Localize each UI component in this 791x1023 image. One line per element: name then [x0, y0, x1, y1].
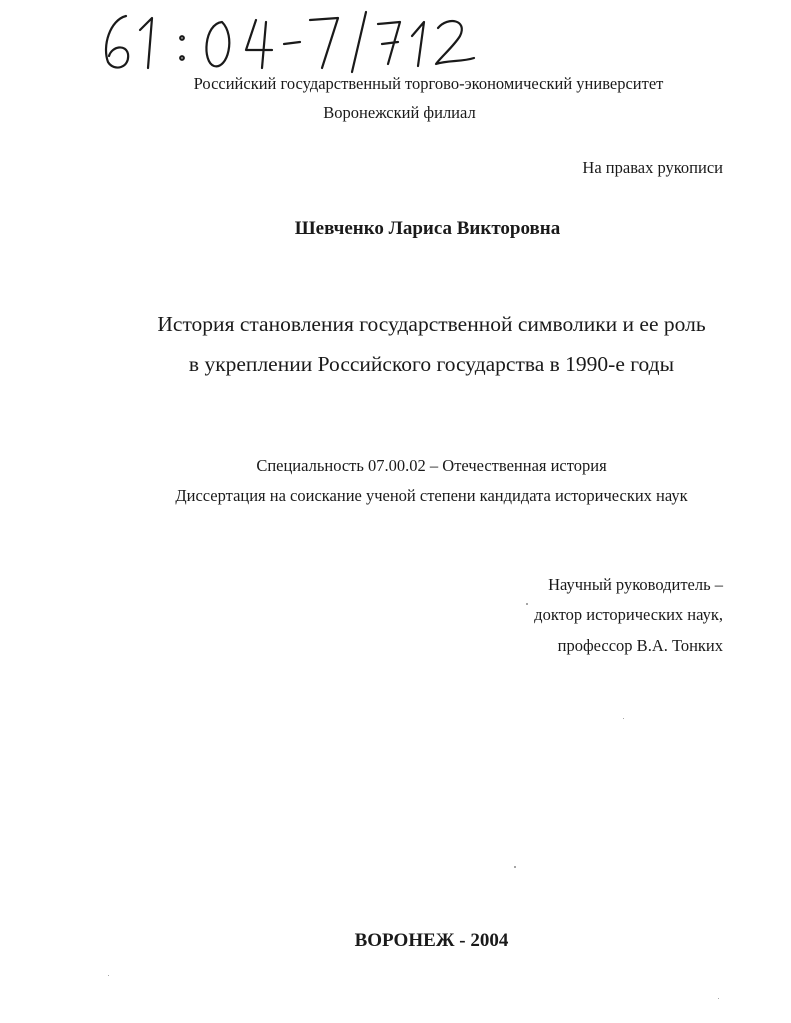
scan-speck: [718, 998, 719, 999]
supervisor-role: Научный руководитель –: [548, 575, 723, 594]
city-year: ВОРОНЕЖ - 2004: [354, 930, 509, 951]
author-name: Шевченко Лариса Викторовна: [294, 218, 561, 239]
rights-note: На правах рукописи: [582, 158, 723, 177]
supervisor-name: профессор В.А. Тонких: [557, 636, 723, 655]
specialty: Специальность 07.00.02 – Отечественная история: [256, 456, 607, 475]
handwritten-archive-number-drawing: [96, 6, 486, 76]
dissertation-title-line-1: История становления государственной символики и ее роль: [157, 312, 706, 336]
university-name: Российский государственный торгово-экономический университет: [193, 74, 664, 93]
handwritten-archive-number: [96, 6, 486, 76]
scan-speck: [623, 718, 624, 719]
dissertation-type: Диссертация на соискание ученой степени кандидата исторических наук: [175, 486, 688, 505]
scan-speck: [108, 975, 109, 976]
dissertation-title-line-2: в укреплении Российского государства в 1990-е годы: [188, 352, 675, 376]
branch-name: Воронежский филиал: [323, 103, 476, 122]
scan-speck: [526, 603, 528, 605]
supervisor-degree: доктор исторических наук,: [534, 605, 723, 624]
scan-speck: [514, 866, 516, 868]
